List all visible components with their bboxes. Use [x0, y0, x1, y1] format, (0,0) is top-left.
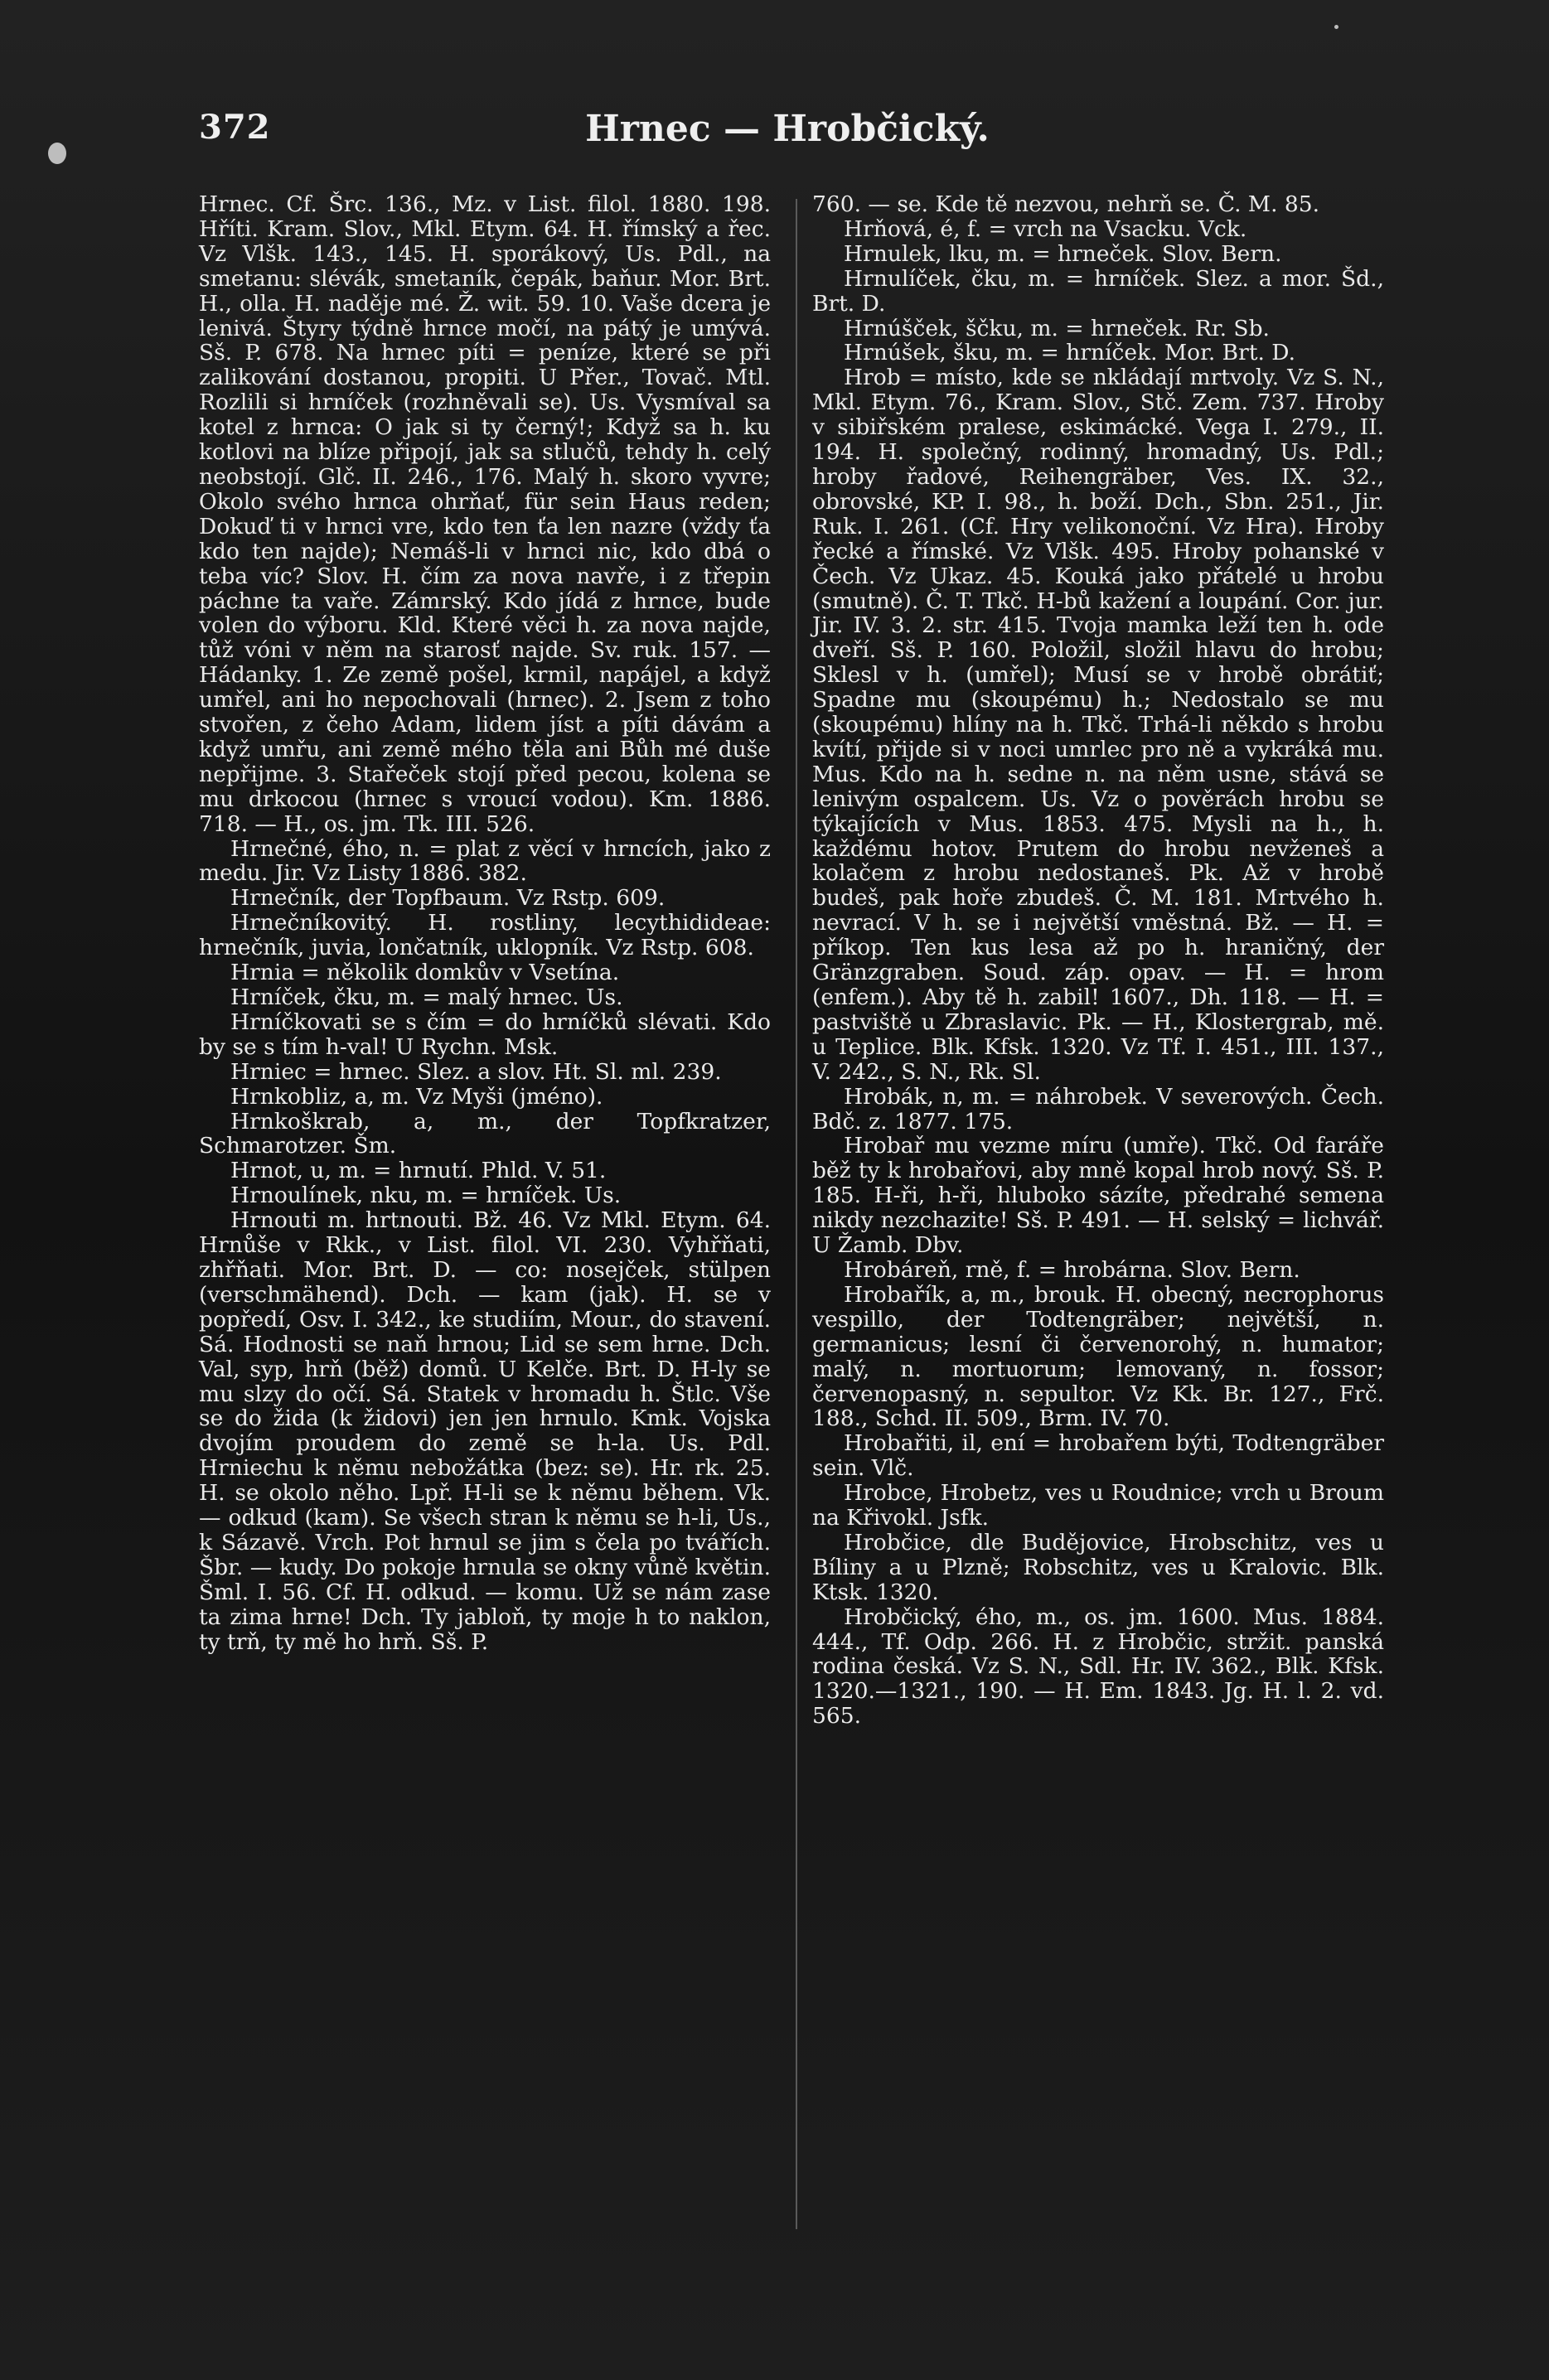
dictionary-entry: Hrníčkovati se s čím = do hrníčků slévati. Kdo by se s tím h-val! U Rychn. Msk. — [199, 1009, 771, 1060]
dictionary-entry: 760. — se. Kde tě nezvou, nehrň se. Č. M. 85. — [812, 191, 1320, 217]
dictionary-entry: Hrňová, é, f. = vrch na Vsacku. Vck. — [844, 215, 1247, 242]
right-column — [812, 192, 1384, 1729]
running-head: Hrnec — Hrobčický. — [585, 108, 990, 150]
dictionary-entry: Hrniec = hrnec. Slez. a slov. Ht. Sl. ml. 239. — [230, 1058, 722, 1085]
dictionary-entry: Hrnec. Cf. Šrc. 136., Mz. v List. filol. 1880. 198. Hříti. Kram. Slov., Mkl. Etym. 64. H. římský a řec. Vz Vlšk. 143., 145. H. sporákový, Us. Pdl., na smetanu: slévák, smetaník, čepák, baňur. Mor. Brt. H., olla. H. naděje mé. Ž. wit. 59. 10. Vaše dcera je lenivá. Štyry týdně hrnce močí, na pátý je umývá. Sš. P. 678. Na hrnec píti = peníze, které se při zalikování dostanou, propiti. U Přer., Tovač. Mtl. Rozlili si hrníček (rozhněvali se). Us. Vysmíval sa kotel z hrnca: O jak si ty černý!; Když sa h. ku kotlovi na blíze připojí, jak sa stlučů, tehdy h. celý neobstojí. Glč. II. 246., 176. Malý h. skoro vyvre; Okolo svého hrnca ohrňať, für sein Haus reden; Dokuď ti v hrnci vre, kdo ten ťa len nazre (vždy ťa kdo ten najde); Nemáš-li v hrnci nic, kdo dbá o teba víc? Slov. H. čím za nova navře, i z třepin páchne ta vaře. Zámrský. Kdo jídá z hrnce, bude volen do výboru. Kld. Které věci h. za nova najde, tůž vóni v něm na starosť najde. Sv. ruk. 157. — Hádanky. 1. Ze země pošel, krmil, napájel, a když umřel, ani ho nepochovali (hrnec). 2. Jsem z toho stvořen, z čeho Adam, lidem jíst a píti dávám a když umřu, ani země mého těla ani Bůh mé duše nepřijme. 3. Stařeček stojí před pecou, kolena se mu drkocou (hrnec s vroucí vodou). Km. 1886. 718. — H., os. jm. Tk. III. 526. — [199, 191, 771, 837]
page-number: 372 — [199, 108, 271, 147]
dictionary-entry: Hrníček, čku, m. = malý hrnec. Us. — [230, 984, 623, 1010]
dictionary-entry: Hrobař mu vezme míru (umře). Tkč. Od faráře běž ty k hrobařovi, aby mně kopal hrob nový. Sš. P. 185. H-ři, h-ři, hluboko sázíte, předrahé semena nikdy nezchazite! Sš. P. 491. — H. selský = lichvář. U Žamb. Dbv. — [812, 1133, 1384, 1259]
left-column — [199, 192, 771, 1654]
dictionary-entry: Hrnouti m. hrtnouti. Bž. 46. Vz Mkl. Etym. 64. Hrnůše v Rkk., v List. filol. VI. 230. Vyhřňati, zhřňati. Mor. Brt. D. — co: nosejček, stülpen (verschmähend). Dch. — kam (jak). H. se v popředí, Osv. I. 342., ke studiím, Mour., do stavení. Sá. Hodnosti se naň hrnou; Lid se sem hrne. Dch. Val, syp, hrň (běž) domů. U Kelče. Brt. D. H-ly se mu slzy do očí. Sá. Statek v hromadu h. Štlc. Vše se do žida (k židovi) jen jen hrnulo. Kmk. Vojska dvojím proudem do země se h-la. Us. Pdl. Hrniechu k němu nebožátka (bez: se). Hr. rk. 25. H. se okolo něho. Lpř. H-li se k němu během. Vk. — odkud (kam). Se všech stran k němu se h-li, Us., k Sázavě. Vrch. Pot hrnul se jim s čela po tvářích. Šbr. — kudy. Do pokoje hrnula se okny vůně květin. Šml. I. 56. Cf. H. odkud. — komu. Už se nám zase ta zima hrne! Dch. Ty jabloň, ty moje h to naklon, ty trň, ty mě ho hrň. Sš. P. — [199, 1207, 771, 1655]
dictionary-entry: Hrobčický, ého, m., os. jm. 1600. Mus. 1884. 444., Tf. Odp. 266. H. z Hrobčic, stržit. panská rodina česká. Vz S. N., Sdl. Hr. IV. 362., Blk. Kfsk. 1320.—1321., 190. — H. Em. 1843. Jg. H. l. 2. vd. 565. — [812, 1604, 1384, 1729]
dictionary-entry: Hrnečníkovitý. H. rostliny, lecythidideae: hrnečník, juvia, lončatník, uklopník. Vz Rstp. 608. — [199, 910, 771, 961]
dictionary-entry: Hrnot, u, m. = hrnutí. Phld. V. 51. — [230, 1158, 607, 1184]
page-header — [199, 108, 1376, 157]
dictionary-entry: Hrnulíček, čku, m. = hrníček. Slez. a mor. Šd., Brt. D. — [812, 265, 1384, 317]
dictionary-entry: Hrobáreň, rně, f. = hrobárna. Slov. Bern. — [844, 1256, 1300, 1283]
dictionary-entry: Hrobčice, dle Budějovice, Hrobschitz, ves u Bíliny a u Plzně; Robschitz, ves u Kralovic. Blk. Ktsk. 1320. — [812, 1529, 1384, 1605]
column-divider — [796, 199, 797, 2229]
dictionary-entry: Hrob = místo, kde se nkládají mrtvoly. Vz S. N., Mkl. Etym. 76., Kram. Slov., Stč. Zem. 737. Hroby v sibiřském pralese, eskimácké. Vega I. 279., II. 194. H. společný, rodinný, hromadný, Us. Pdl.; hroby řadové, Reihengräber, Ves. IX. 32., obrovské, KP. I. 98., h. boží. Dch., Sbn. 251., Jir. Ruk. I. 261. (Cf. Hry velikonoční. Vz Hra). Hroby řecké a římské. Vz Vlšk. 495. Hroby pohanské v Čech. Vz Ukaz. 45. Kouká jako přátelé u hrobu (smutně). Č. T. Tkč. H-bů kažení a loupání. Cor. jur. Jir. IV. 3. 2. str. 415. Tvoja mamka leží ten h. ode dveří. Sš. P. 160. Položil, složil hlavu do hrobu; Sklesl v h. (umřel); Musí se v hrobě obrátiť; Spadne mu (skoupému) h.; Nedostalo se mu (skoupému) hlíny na h. Tkč. Trhá-li někdo s hrobu kvítí, přijde si v noci umrlec pro ně a vykráká mu. Mus. Kdo na h. sedne n. na něm usne, stává se lenivým ospalcem. Us. Vz o pověrách hrobu se týkajících v Mus. 1853. 475. Mysli na h., h. každému hotov. Prutem do hrobu nevženeš a kolačem z hrobu nedostaneš. Pk. Až v hrobě budeš, pak hoře zbudeš. Č. M. 181. Mrtvého h. nevrací. V h. se i největší vměstná. Bž. — H. = příkop. Ten kus lesa až po h. hraničný, der Gränzgraben. Soud. záp. opav. — H. = hrom (enfem.). Aby tě h. zabil! 1607., Dh. 118. — H. = pastviště u Zbraslavic. Pk. — H., Klostergrab, mě. u Teplice. Blk. Kfsk. 1320. Vz Tf. I. 451., III. 137., V. 242., S. N., Rk. Sl. — [812, 365, 1384, 1085]
dictionary-entry: Hrobce, Hrobetz, ves u Roudnice; vrch u Broum na Křivokl. Jsfk. — [812, 1480, 1384, 1531]
dictionary-entry: Hrobařiti, il, ení = hrobařem býti, Todtengräber sein. Vlč. — [812, 1430, 1384, 1482]
dictionary-entry: Hrnulek, lku, m. = hrneček. Slov. Bern. — [844, 240, 1282, 267]
ink-speck — [1334, 25, 1338, 29]
dictionary-entry: Hrnúšček, ščku, m. = hrneček. Rr. Sb. — [844, 315, 1270, 341]
ink-speck — [48, 143, 66, 164]
dictionary-entry: Hrnečné, ého, n. = plat z věcí v hrncích, jako z medu. Jir. Vz Listy 1886. 382. — [199, 835, 771, 887]
dictionary-entry: Hrnečník, der Topfbaum. Vz Rstp. 609. — [230, 885, 666, 912]
dictionary-entry: Hrnkobliz, a, m. Vz Myši (jméno). — [230, 1083, 603, 1110]
dictionary-entry: Hrobařík, a, m., brouk. H. obecný, necrophorus vespillo, der Todtengräber; největší, n. germanicus; lesní či červenorohý, n. humator; malý, n. mortuorum; lemovaný, n. fossor; červenopasný, n. sepultor. Vz Kk. Br. 127., Frč. 188., Schd. II. 509., Brm. IV. 70. — [812, 1281, 1384, 1432]
dictionary-entry: Hrnúšek, šku, m. = hrníček. Mor. Brt. D. — [844, 340, 1296, 366]
dictionary-entry: Hrnkoškrab, a, m., der Topfkratzer, Schmarotzer. Šm. — [199, 1108, 771, 1159]
dictionary-entry: Hrnoulínek, nku, m. = hrníček. Us. — [230, 1183, 622, 1209]
dictionary-entry: Hrnia = několik domkův v Vsetína. — [230, 960, 620, 986]
dictionary-entry: Hrobák, n, m. = náhrobek. V severových. Čech. Bdč. z. 1877. 175. — [812, 1083, 1384, 1134]
